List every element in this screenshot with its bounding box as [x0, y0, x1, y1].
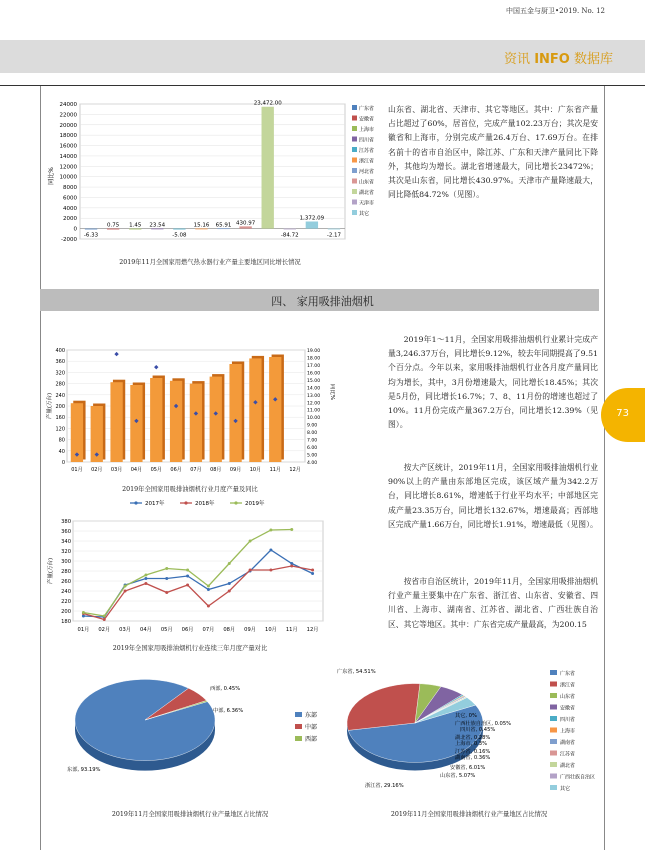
chart3-x-tick: 04月 — [140, 627, 152, 633]
chart3-point — [290, 528, 293, 531]
pie-legend-swatch — [295, 736, 302, 741]
chart-water-heater-growth — [45, 96, 375, 251]
chart2-y-tick: 80 — [58, 437, 65, 444]
chart3-legend-marker — [234, 501, 237, 504]
chart2-y-right-tick: 17.00 — [307, 363, 321, 369]
caption-monthly-production: 2019年全国家用吸排油烟机行业月度产量及同比 — [122, 486, 258, 493]
left-margin-rule — [40, 86, 41, 850]
chart1-y-tick: 16000 — [59, 143, 77, 150]
chart1-legend-swatch — [352, 189, 357, 194]
chart3-y-tick: 280 — [61, 569, 71, 575]
caption-water-heater: 2019年11月全国家用燃气热水器行业产量主要地区同比增长情况 — [119, 259, 301, 266]
chart3-legend — [120, 496, 280, 510]
pie-slice-label: 中部, 6.36% — [213, 708, 244, 714]
chart1-bar — [107, 229, 119, 230]
header-rule — [0, 85, 645, 86]
pie-slice-label: 广东省, 54.51% — [337, 669, 376, 675]
chart2-x-tick: 03月 — [110, 467, 123, 473]
chart2-y-tick: 320 — [55, 370, 65, 377]
chart2-y-right-tick: 4.00 — [307, 461, 318, 466]
chart2-y-tick: 200 — [55, 404, 65, 410]
pie-legend-swatch — [295, 724, 302, 729]
paragraph-1-text: 山东省、湖北省、天津市、其它等地区。其中：广东省产量占比超过了60%，居首位，完成产量102.23万台；其次是安徽省和上海市，分别完成产量26.4万台、17.69万台。在排名前十的省市自治区中，除江苏、广东和天津产量同比下降外，其他均为增长。湖北省增速最大，同比增长23472%；其次是山东省，同比增长430.97%。天津市产量降速最大，同比降低84.72%（见图）。 — [388, 105, 598, 200]
chart3-point — [165, 591, 168, 594]
pie-slice-label: 湖南省, 0.36% — [455, 755, 491, 761]
chart1-value-label: 430.97 — [236, 220, 256, 227]
chart3-x-tick: 05月 — [160, 627, 173, 633]
chart3-point — [249, 569, 252, 572]
chart2-bar — [170, 381, 182, 462]
pie-legend-label: 湖南省 — [560, 740, 576, 746]
chart3-y-tick: 220 — [61, 599, 71, 605]
chart1-bar — [262, 107, 274, 229]
chart1-legend-swatch — [352, 116, 357, 121]
section-prefix: 资讯 — [504, 52, 531, 67]
chart3-point — [144, 577, 147, 580]
chart2-y-tick: 400 — [55, 348, 65, 354]
chart1-y-tick: 12000 — [59, 164, 77, 171]
pie-slice-label: 四川省, 0.45% — [460, 727, 496, 733]
pie-legend-label: 上海市 — [560, 728, 576, 735]
chart-monthly-production — [45, 342, 335, 482]
pie-legend-swatch — [550, 693, 557, 698]
chart3-point — [207, 585, 210, 588]
chart1-y-tick: 0 — [73, 226, 77, 233]
chart1-legend-label: 四川省 — [359, 137, 375, 144]
chart3-point — [124, 585, 127, 588]
chart1-bar — [306, 221, 318, 228]
chart1-value-label: -84.72 — [280, 232, 299, 239]
pie-legend-label: 广东省 — [560, 671, 576, 677]
chart2-bar — [249, 358, 261, 462]
chart2-bar — [229, 364, 241, 462]
pie-slice-label: 江苏省, 0.16% — [455, 749, 491, 755]
caption-three-year: 2019年全国家用吸排油烟机行业连续三年月度产量对比 — [112, 645, 268, 652]
chart1-value-label: 1,372.09 — [299, 215, 325, 222]
chart1-value-label: 1.45 — [129, 222, 142, 229]
chart1-y-tick: 4000 — [63, 205, 77, 212]
chart3-y-tick: 340 — [61, 539, 71, 545]
chart3-point — [82, 611, 85, 614]
chart2-y-tick: 40 — [58, 448, 65, 455]
chart2-x-tick: 02月 — [91, 467, 103, 473]
chart1-y-tick: 18000 — [59, 133, 77, 140]
chart2-y-right-tick: 9.00 — [307, 423, 318, 429]
chart3-point — [269, 549, 272, 552]
pie-legend-swatch — [550, 751, 557, 756]
pie-legend-swatch — [550, 774, 557, 779]
paragraph-2-text: 2019年1～11月，全国家用吸排油烟机行业累计完成产量3,246.37万台，同比增长9.12%，较去年同期提高了9.51个百分点。今年以来，家用吸排油烟机行业各月度产量同比均为增长，其中，3月份增速最大，同比增长18.45%；其次是5月份，同比增长16.7%；7、8、11月份的增速也超过了10%。11月份完成产量367.2万台，同比增长12.39%（见图）。 — [388, 335, 598, 430]
chart1-legend-swatch — [352, 137, 357, 142]
chart3-y-tick: 300 — [61, 559, 71, 565]
pie-legend-swatch — [550, 670, 557, 675]
chart3-point — [207, 588, 210, 591]
section-header — [504, 48, 613, 67]
chart2-y-right-label: 同比% — [329, 383, 335, 401]
chart3-y-tick: 240 — [61, 589, 71, 595]
chart3-y-tick: 180 — [61, 619, 71, 625]
right-margin-rule — [604, 86, 605, 850]
chart2-y-right-tick: 6.00 — [307, 446, 318, 452]
chart1-legend-swatch — [352, 158, 357, 163]
paragraph-1 — [388, 103, 598, 202]
chart3-legend-label: 2019年 — [245, 501, 265, 507]
paragraph-2 — [388, 333, 598, 432]
pie-legend-label: 安徽省 — [560, 705, 576, 712]
chart3-x-tick: 09月 — [244, 627, 256, 633]
chart2-x-tick: 04月 — [130, 467, 143, 473]
chart2-y-tick: 120 — [55, 426, 65, 433]
chart2-x-tick: 09月 — [229, 467, 242, 473]
chart3-legend-marker — [184, 501, 187, 504]
chart-region-pie — [45, 665, 335, 805]
pie-slice — [347, 684, 420, 731]
chart1-legend-swatch — [352, 147, 357, 152]
chart1-value-label: -5.08 — [172, 232, 187, 239]
pie-legend-label: 广西壮族自治区 — [560, 774, 596, 781]
section-info: INFO — [534, 52, 570, 67]
chart2-bar — [150, 378, 162, 462]
chart3-point — [269, 529, 272, 532]
chart1-value-label: -6.33 — [83, 232, 99, 239]
chart-province-pie — [335, 665, 603, 805]
chart3-x-tick: 11月 — [285, 627, 298, 633]
pie-slice-label: 广西壮族自治区, 0.05% — [455, 721, 512, 727]
chart3-point — [186, 584, 189, 587]
chart2-y-right-tick: 16.00 — [307, 371, 321, 377]
chart1-bar — [151, 228, 163, 229]
pie-legend-label: 山东省 — [560, 694, 576, 700]
page-number: 73 — [616, 408, 629, 419]
chart2-y-right-tick: 15.00 — [307, 378, 321, 384]
chart1-bar — [328, 229, 340, 230]
chart1-y-tick: 20000 — [59, 122, 77, 129]
chart2-x-tick: 10月 — [249, 467, 262, 473]
paragraph-4 — [388, 575, 598, 632]
chart3-x-tick: 03月 — [119, 627, 131, 633]
chart1-legend-label: 浙江省 — [359, 158, 375, 165]
chart2-y-axis-label: 产量(万台) — [47, 392, 53, 420]
chart3-point — [290, 565, 293, 568]
chart3-x-tick: 12月 — [306, 627, 319, 633]
chart2-bar — [110, 382, 122, 462]
chart1-value-label: -2.17 — [326, 232, 342, 239]
pie-slice-label: 浙江省, 29.16% — [365, 783, 404, 789]
pie-legend-swatch — [550, 705, 557, 710]
chart3-point — [103, 615, 106, 618]
chart3-point — [311, 572, 314, 575]
chart3-point — [124, 590, 127, 593]
chart1-y-axis-label: 同比% — [48, 167, 55, 185]
chart1-y-tick: 2000 — [63, 216, 77, 223]
chart3-point — [269, 569, 272, 572]
chart3-point — [228, 582, 231, 585]
chart1-y-tick: 22000 — [59, 112, 77, 119]
chart3-x-tick: 01月 — [77, 627, 90, 633]
pie-slice-label: 安徽省, 6.01% — [450, 765, 486, 771]
pie-legend-swatch — [550, 739, 557, 744]
chart2-x-tick: 12月 — [289, 467, 301, 473]
chart3-x-tick: 02月 — [98, 627, 111, 633]
chart3-point — [103, 618, 106, 621]
chart1-y-tick: 14000 — [59, 153, 77, 160]
chart2-y-right-tick: 8.00 — [307, 431, 318, 437]
chart2-y-tick: 160 — [55, 415, 65, 422]
section-title: 四、 家用吸排油烟机 — [271, 295, 374, 308]
pie-slice-label: 东部, 93.19% — [67, 767, 101, 773]
chart3-y-axis-label: 产量(万台) — [48, 557, 54, 585]
chart-three-year-comparison — [45, 513, 335, 641]
chart1-y-tick: 10000 — [59, 174, 77, 181]
chart1-legend-label: 河北省 — [359, 169, 375, 175]
chart3-x-tick: 08月 — [223, 627, 236, 633]
chart1-y-tick: 24000 — [59, 102, 77, 108]
chart3-point — [228, 590, 231, 593]
chart1-legend-label: 天津市 — [359, 200, 375, 207]
chart3-point — [144, 574, 147, 577]
paragraph-4-text: 按省市自治区统计，2019年11月，全国家用吸排油烟机行业产量主要集中在广东省、浙江省、山东省、安徽省、四川省、上海市、湖南省、江苏省、湖北省、广西壮族自治区、其它等地区。其中：广东省完成产量最高，为200.15 — [388, 577, 598, 629]
chart2-y-tick: 360 — [55, 359, 65, 366]
chart3-point — [311, 569, 314, 572]
chart3-point — [249, 540, 252, 543]
chart3-point — [228, 562, 231, 565]
chart2-y-tick: 0 — [61, 460, 65, 466]
chart1-value-label: 0.75 — [107, 222, 120, 229]
chart1-legend-label: 安徽省 — [359, 116, 375, 123]
chart1-bar — [217, 228, 229, 229]
chart3-point — [165, 577, 168, 580]
chart1-bar — [195, 229, 207, 230]
chart2-bar — [130, 385, 142, 462]
chart1-legend-swatch — [352, 168, 357, 173]
pie-slice-label: 湖北省, 0.28% — [455, 735, 491, 741]
pie-slice-label: 上海市, 0.3% — [455, 741, 488, 747]
chart2-y-right-tick: 14.00 — [307, 386, 321, 392]
chart1-value-label: 23,472.00 — [253, 100, 282, 107]
pie-slice-label: 西部, 0.45% — [210, 686, 241, 692]
pie-slice-label: 山东省, 5.07% — [440, 773, 476, 779]
chart2-y-right-tick: 11.00 — [307, 408, 321, 414]
chart1-legend-swatch — [352, 179, 357, 184]
chart1-bar — [173, 229, 185, 230]
chart1-bar — [85, 229, 97, 230]
chart2-bar — [210, 377, 222, 462]
chart2-y-right-tick: 19.00 — [307, 349, 321, 354]
pie-legend-label: 浙江省 — [560, 682, 576, 689]
chart3-y-tick: 320 — [61, 549, 71, 555]
chart2-x-tick: 08月 — [210, 467, 222, 473]
pie-legend-label: 四川省 — [560, 717, 576, 723]
chart1-legend-label: 上海市 — [359, 127, 375, 133]
chart2-y-right-tick: 10.00 — [307, 416, 321, 422]
chart3-point — [186, 569, 189, 572]
chart1-y-tick: 8000 — [63, 185, 77, 192]
pie-legend-label: 东部 — [305, 712, 318, 719]
chart3-x-tick: 06月 — [181, 627, 194, 633]
chart1-legend-label: 湖北省 — [359, 190, 375, 196]
journal-header: 中国五金与厨卫•2019. No. 12 — [506, 7, 605, 15]
pie-legend-swatch — [550, 716, 557, 721]
chart3-y-tick: 260 — [61, 579, 71, 585]
chart2-x-tick: 01月 — [71, 467, 83, 473]
chart3-y-tick: 360 — [61, 529, 71, 535]
pie-legend-label: 其它 — [560, 786, 571, 792]
pie-legend-swatch — [295, 712, 302, 717]
chart1-bar — [129, 229, 141, 230]
pie-legend-swatch — [550, 682, 557, 687]
chart2-x-tick: 11月 — [269, 467, 281, 473]
chart2-x-tick: 07月 — [190, 467, 202, 473]
chart1-bar — [284, 229, 296, 230]
chart2-x-tick: 05月 — [150, 467, 162, 473]
chart2-y-right-tick: 5.00 — [307, 453, 318, 459]
chart2-x-tick: 06月 — [170, 467, 182, 473]
pie-legend-label: 中部 — [305, 724, 318, 731]
chart1-bar — [239, 226, 251, 228]
chart3-y-tick: 380 — [61, 519, 71, 525]
paragraph-3 — [388, 461, 598, 532]
pie-legend-swatch — [550, 728, 557, 733]
chart3-point — [186, 575, 189, 578]
chart1-y-tick: -2000 — [61, 237, 77, 243]
pie-legend-label: 江苏省 — [560, 751, 576, 758]
pie-legend-swatch — [550, 762, 557, 767]
pie-slice-label: 其它, 0% — [455, 713, 477, 719]
chart3-y-tick: 200 — [61, 609, 71, 615]
chart1-legend-label: 广东省 — [359, 106, 375, 112]
section-suffix: 数据库 — [573, 52, 613, 67]
chart3-legend-label: 2018年 — [195, 501, 215, 507]
chart2-y-right-tick: 7.00 — [307, 438, 318, 444]
caption-region-pie: 2019年11月全国家用吸排油烟机行业产量地区占比情况 — [111, 811, 269, 818]
chart1-y-tick: 6000 — [63, 195, 77, 202]
chart2-bar — [269, 357, 281, 462]
chart1-legend-label: 山东省 — [359, 179, 375, 186]
chart3-point — [207, 605, 210, 608]
paragraph-3-text: 按大产区统计，2019年11月，全国家用吸排油烟机行业90%以上的产量由东部地区完成，该区域产量为342.2万台，同比增长8.61%，增速低于行业平均水平；中部地区完成产量23.35万台，同比增长132.67%，增速最高；西部地区完成产量1.66万台，同比增长1.91%，增速最低（见图）。 — [388, 463, 598, 529]
pie-legend-label: 西部 — [305, 736, 318, 743]
chart1-value-label: 65.91 — [215, 222, 232, 229]
chart2-y-right-tick: 12.00 — [307, 401, 321, 407]
chart1-legend-swatch — [352, 126, 357, 131]
chart1-legend-swatch — [352, 210, 357, 215]
caption-province-pie: 2019年11月全国家用吸排油烟机行业产量地区占比情况 — [390, 811, 548, 818]
chart1-legend-label: 其它 — [359, 211, 370, 217]
chart3-legend-label: 2017年 — [145, 501, 165, 507]
chart3-point — [144, 582, 147, 585]
chart1-legend-swatch — [352, 105, 357, 110]
chart3-legend-marker — [134, 501, 137, 504]
chart3-x-tick: 07月 — [202, 627, 215, 633]
chart2-y-right-tick: 13.00 — [307, 393, 321, 399]
chart2-bar — [190, 384, 202, 462]
chart1-value-label: 15.16 — [193, 222, 210, 229]
chart1-value-label: 23.54 — [149, 222, 166, 229]
chart1-legend-label: 江苏省 — [359, 148, 375, 154]
chart3-point — [165, 567, 168, 570]
chart2-y-tick: 280 — [55, 381, 65, 388]
chart2-y-right-tick: 18.00 — [307, 356, 321, 362]
chart3-x-tick: 10月 — [265, 627, 277, 633]
pie-legend-label: 湖北省 — [560, 763, 576, 769]
pie-legend-swatch — [550, 785, 557, 790]
chart2-y-tick: 240 — [55, 392, 65, 399]
chart1-legend-swatch — [352, 200, 357, 205]
